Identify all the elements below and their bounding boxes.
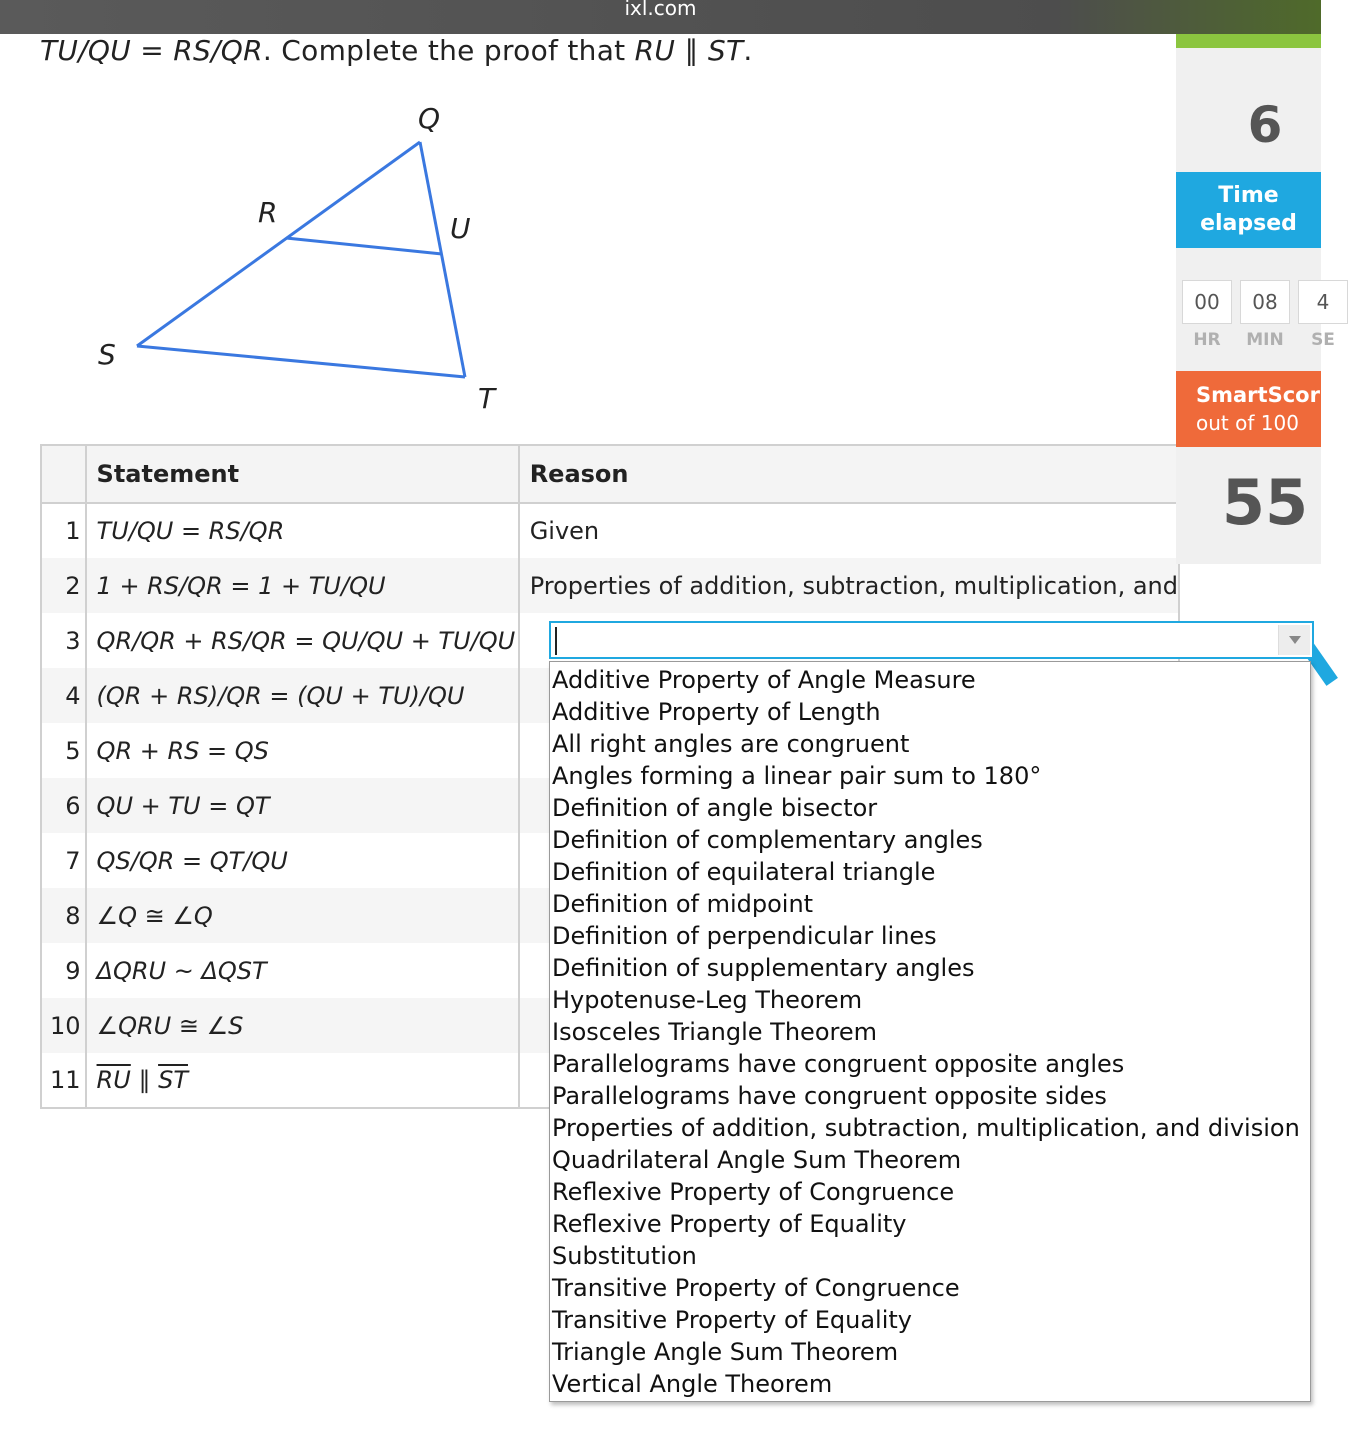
segment-st-label: $\overline{ST}$: [158, 1066, 188, 1094]
row-number: 5: [41, 723, 86, 778]
table-row: [41, 558, 1179, 613]
dropdown-option[interactable]: Transitive Property of Equality: [552, 1306, 912, 1334]
dropdown-option[interactable]: Angles forming a linear pair sum to 180°: [552, 762, 1042, 790]
reason-select[interactable]: [549, 621, 1314, 659]
header-number: [41, 445, 86, 503]
triangle-lines: [137, 142, 465, 377]
text-caret: [555, 627, 557, 655]
table-row: [41, 503, 1179, 558]
dropdown-option[interactable]: Hypotenuse-Leg Theorem: [552, 986, 863, 1014]
dropdown-option[interactable]: Substitution: [552, 1242, 697, 1270]
browser-url-bar[interactable]: [0, 0, 1321, 34]
row-statement: TU/QU = RS/QR: [86, 503, 519, 558]
dropdown-option[interactable]: Definition of supplementary angles: [552, 954, 975, 982]
label-q: Q: [418, 102, 441, 135]
question-prompt: [40, 34, 753, 67]
dropdown-option[interactable]: Transitive Property of Congruence: [552, 1274, 960, 1302]
dropdown-option[interactable]: All right angles are congruent: [552, 730, 910, 758]
header-reason: Reason: [519, 445, 1179, 503]
dropdown-option[interactable]: Isosceles Triangle Theorem: [552, 1018, 877, 1046]
questions-answered-bar: [1176, 34, 1321, 48]
label-t: T: [478, 382, 496, 415]
goal-statement: RU ∥ ST: [634, 34, 744, 67]
triangle-figure: [80, 90, 500, 420]
dropdown-option[interactable]: Quadrilateral Angle Sum Theorem: [552, 1146, 962, 1174]
smartscore-box: [1176, 371, 1321, 447]
dropdown-option[interactable]: Parallelograms have congruent opposite sides: [552, 1082, 1107, 1110]
row-number: 6: [41, 778, 86, 833]
header-statement: Statement: [86, 445, 519, 503]
url-text: ixl.com: [624, 0, 697, 20]
row-reason: Properties of addition, subtraction, multiplication, and: [519, 558, 1179, 613]
parallel-symbol: ∥: [138, 1066, 151, 1094]
segment-qt: [420, 142, 465, 377]
row-number: 11: [41, 1053, 86, 1108]
row-statement: ∠QRU ≅ ∠S: [86, 998, 519, 1053]
row-number: 8: [41, 888, 86, 943]
row-number: 4: [41, 668, 86, 723]
timer-minutes-label: MIN: [1246, 330, 1284, 350]
row-number: 1: [41, 503, 86, 558]
timer-hours: 00: [1182, 280, 1232, 324]
timer-seconds: 4: [1298, 280, 1348, 324]
row-statement: (QR + RS)/QR = (QU + TU)/QU: [86, 668, 519, 723]
dropdown-arrow-button[interactable]: [1278, 625, 1310, 655]
smartscore-value: 55: [1221, 466, 1309, 539]
dropdown-option[interactable]: Definition of equilateral triangle: [552, 858, 936, 886]
dropdown-option[interactable]: Additive Property of Angle Measure: [552, 666, 976, 694]
table-header-row: [41, 445, 1179, 503]
dropdown-option[interactable]: Reflexive Property of Equality: [552, 1210, 907, 1238]
row-number: 3: [41, 613, 86, 668]
row-statement: ∠Q ≅ ∠Q: [86, 888, 519, 943]
timer-minutes: 08: [1240, 280, 1290, 324]
given-equation: TU/QU = RS/QR: [40, 34, 263, 67]
row-statement: QS/QR = QT/QU: [86, 833, 519, 888]
row-statement: 1 + RS/QR = 1 + TU/QU: [86, 558, 519, 613]
segment-ru: [286, 238, 442, 254]
row-statement: ΔQRU ~ ΔQST: [86, 943, 519, 998]
dropdown-option[interactable]: Definition of midpoint: [552, 890, 814, 918]
questions-answered-count: 6: [1247, 96, 1283, 154]
row-number: 9: [41, 943, 86, 998]
time-elapsed-label: Time elapsed: [1176, 172, 1321, 248]
row-number: 10: [41, 998, 86, 1053]
label-s: S: [98, 338, 116, 371]
dropdown-option[interactable]: Parallelograms have congruent opposite angles: [552, 1050, 1125, 1078]
chevron-down-icon: [1289, 636, 1301, 644]
smartscore-sublabel: out of 100: [1196, 411, 1299, 435]
row-statement: QR/QR + RS/QR = QU/QU + TU/QU: [86, 613, 519, 668]
segment-ru-label: $\overline{RU}$: [96, 1066, 131, 1094]
label-r: R: [258, 196, 278, 229]
dropdown-option[interactable]: Definition of complementary angles: [552, 826, 983, 854]
row-reason: Given: [529, 517, 600, 545]
row-statement: QU + TU = QT: [86, 778, 519, 833]
dropdown-option[interactable]: Definition of perpendicular lines: [552, 922, 937, 950]
row-statement: [86, 1053, 519, 1108]
dropdown-option[interactable]: Additive Property of Length: [552, 698, 881, 726]
timer-seconds-label: SE: [1311, 330, 1335, 350]
dropdown-option[interactable]: Properties of addition, subtraction, multiplication, and division: [552, 1114, 1300, 1142]
row-statement: QR + RS = QS: [86, 723, 519, 778]
dropdown-option[interactable]: Triangle Angle Sum Theorem: [552, 1338, 899, 1366]
row-number: 7: [41, 833, 86, 888]
reason-dropdown-list[interactable]: [549, 661, 1311, 1402]
dropdown-option[interactable]: Vertical Angle Theorem: [552, 1370, 833, 1398]
segment-qs: [137, 142, 420, 346]
smartscore-label: SmartScor: [1196, 383, 1320, 407]
label-u: U: [450, 212, 471, 245]
dropdown-option[interactable]: Definition of angle bisector: [552, 794, 878, 822]
question-text: . Complete the proof that: [262, 34, 635, 67]
dropdown-option[interactable]: Reflexive Property of Congruence: [552, 1178, 955, 1206]
question-end: .: [743, 34, 753, 67]
timer-hours-label: HR: [1193, 330, 1221, 350]
segment-st: [137, 346, 465, 377]
score-panel: [1176, 34, 1335, 564]
row-number: 2: [41, 558, 86, 613]
